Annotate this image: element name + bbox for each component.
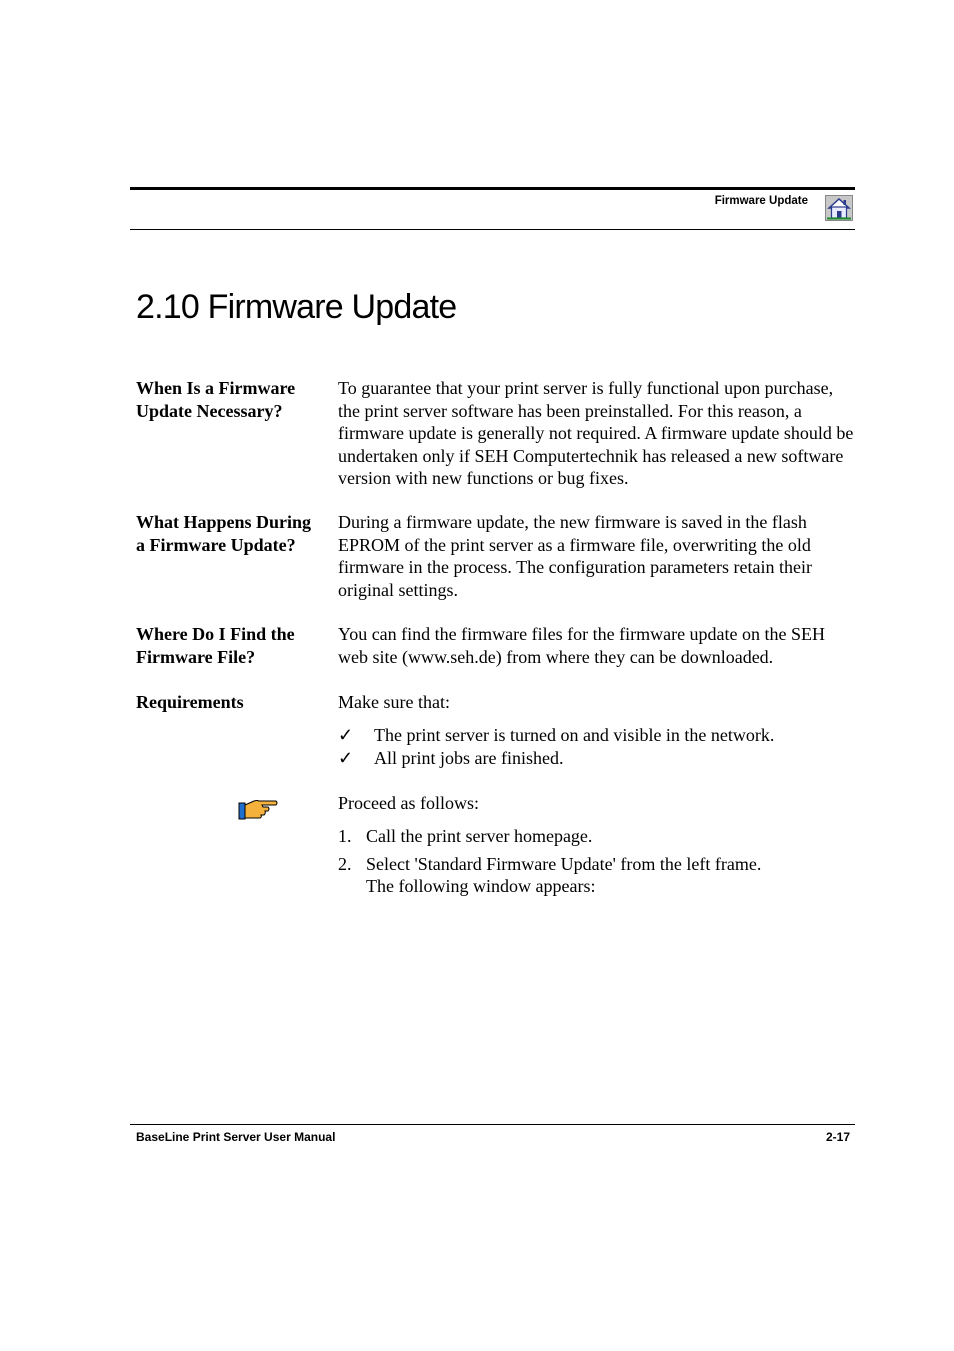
- body-paragraph-what: During a firmware update, the new firmware is saved in the flash EPROM of the print server as a firmware file, overwriting the old firmware in the process. The configuration parameters retain their original settings.: [338, 512, 812, 600]
- step-subtext: The following window appears:: [366, 876, 596, 896]
- checkmark-icon: ✓: [338, 725, 354, 745]
- list-item: [338, 853, 858, 898]
- side-heading-what: What Happens During a Firmware Update?: [136, 512, 312, 555]
- step-text: Select 'Standard Firmware Update' from the left frame.: [366, 853, 762, 874]
- footer-manual-title: BaseLine Print Server User Manual: [136, 1130, 336, 1144]
- requirements-intro: Make sure that:: [338, 692, 450, 712]
- side-heading-when: When Is a Firmware Update Necessary?: [136, 378, 296, 421]
- requirements-list: [338, 724, 858, 769]
- pointing-hand-icon: [238, 797, 278, 821]
- side-heading-where: Where Do I Find the Firmware File?: [136, 624, 295, 667]
- step-number: 1.: [338, 826, 352, 846]
- header-rule-top: [130, 187, 855, 190]
- side-heading-requirements: Requirements: [136, 692, 244, 712]
- procedure-steps: [338, 825, 858, 903]
- list-item: [338, 825, 858, 848]
- procedure-intro: Proceed as follows:: [338, 793, 479, 813]
- checkmark-icon: ✓: [338, 747, 354, 768]
- list-item: [338, 724, 858, 747]
- step-text: Call the print server homepage.: [366, 826, 593, 846]
- chapter-title: 2.10 Firmware Update: [136, 288, 457, 326]
- running-header-title: Firmware Update: [714, 195, 808, 207]
- header-rule-bottom: [130, 229, 855, 230]
- list-item-text: The print server is turned on and visible in the network.: [374, 725, 775, 745]
- list-item-text: All print jobs are finished.: [374, 747, 564, 768]
- footer-page-number: 2-17: [825, 1130, 850, 1144]
- list-item: [338, 747, 858, 770]
- body-paragraph-when: To guarantee that your print server is fully functional upon purchase, the print server software has been preinstalled. For this reason, a firmware update is generally not required. A firmware update should be undertaken only if SEH Computertechnik has released a new software version with new functions or bug fixes.: [338, 378, 854, 488]
- footer-rule: [130, 1124, 855, 1125]
- body-paragraph-where: You can find the firmware files for the firmware update on the SEH web site (www.seh.de) from where they can be downloaded.: [338, 624, 826, 667]
- step-number: 2.: [338, 853, 352, 874]
- home-icon[interactable]: [825, 195, 853, 221]
